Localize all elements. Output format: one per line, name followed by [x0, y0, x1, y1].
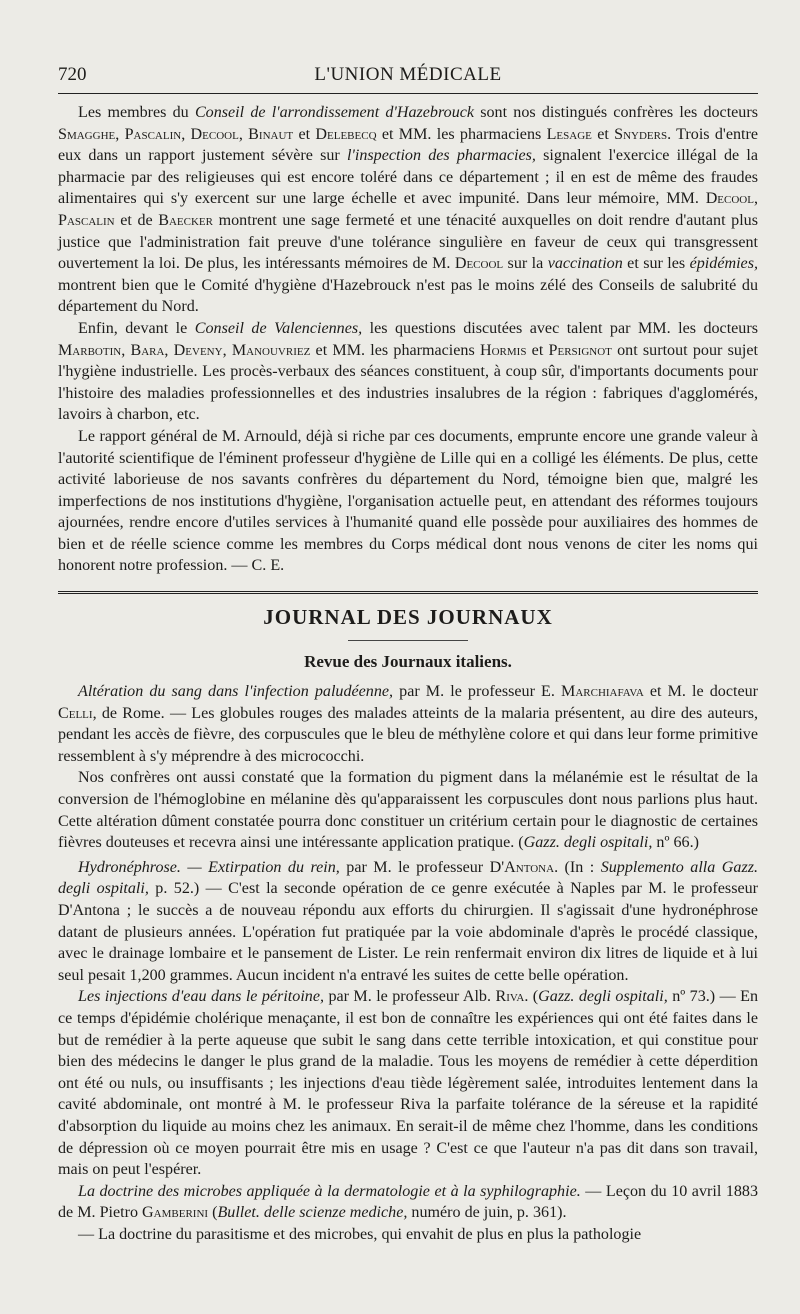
- page-number: 720: [58, 64, 87, 85]
- article-title: Les injections d'eau dans le péritoine,: [78, 988, 324, 1006]
- name: Riva: [495, 988, 525, 1006]
- text: — Leçon du 10 avril 1883 de M. Pietro: [58, 1182, 759, 1222]
- section-divider: [58, 591, 758, 594]
- text: et: [526, 341, 549, 359]
- topic: vaccination: [547, 255, 623, 273]
- text: , de Rome. — Les globules rouges des malades atteints de la malaria présentent, au dire des auteurs, pendant les accès de fièvre, des corpuscules que le bleu de méthylène colore et qui dans leur forme primitive ressemblent à s'y méprendre à des micrococchi.: [58, 704, 758, 765]
- topic: l'inspection des pharmacies,: [346, 147, 536, 165]
- council-name: Conseil de l'arrondissement d'Hazebrouck: [194, 104, 475, 121]
- text: montrent bien que le Comité d'hygiène d'Hazebrouck n'est pas le moins zélé des Conseils de salubrité du département du Nord.: [58, 276, 758, 316]
- text: sont nos distingués confrères les docteurs: [474, 104, 758, 121]
- names: Smagghe, Pascalin, Decool, Binaut: [58, 125, 294, 143]
- paragraph-parasitisme: — La doctrine du parasitisme et des microbes, qui envahit de plus en plus la pathologie: [78, 1225, 642, 1243]
- article-title: La doctrine des microbes appliquée à la dermatologie et à la syphilographie.: [78, 1182, 581, 1200]
- subsection-title: Revue des Journaux italiens.: [304, 652, 512, 672]
- text: numéro de juin, p. 361).: [407, 1204, 567, 1222]
- text: Enfin, devant le: [78, 319, 195, 337]
- text: sur la: [503, 255, 548, 273]
- text: par M. le professeur Alb.: [324, 988, 496, 1006]
- text: signalent l'exercice illégal de la pharmacie par des religieuses qui est encore toléré dans ce département ; il en est de même des fraudes alimentaires qui s'y exercent sur une large échelle et avec impunité. Dans leur mémoire, MM.: [58, 147, 758, 208]
- title-underline: [348, 640, 468, 641]
- paragraph-hazebrouck: [58, 102, 758, 318]
- name: Celli: [58, 704, 93, 722]
- text: et: [591, 125, 615, 143]
- text: montrent une sage fermeté et une ténacité auxquelles on doit rendre d'autant plus justice que l'administration fait preuve d'une tolérance singulière en faveur de ceux qui transgressent ouvertement la loi. De plus, les intéressants mémoires de M.: [58, 211, 758, 273]
- text: . (In :: [554, 858, 601, 876]
- name: Snyders: [614, 125, 668, 143]
- name: Persignot: [548, 341, 612, 359]
- journal-title: L'UNION MÉDICALE: [314, 64, 502, 85]
- text: et MM. les pharmaciens: [310, 341, 480, 359]
- name: Lesage: [546, 125, 592, 143]
- paragraph-melanemie: [58, 767, 758, 853]
- council-name: Conseil de Valenciennes,: [194, 319, 363, 337]
- header-rule: [58, 93, 758, 94]
- topic: épidémies,: [689, 255, 758, 273]
- text: et: [293, 125, 316, 143]
- citation: Supplemento alla Gazz. degli ospitali,: [58, 858, 758, 898]
- text: et MM. les pharmaciens: [376, 125, 547, 143]
- names: Marbotin, Bara, Deveny, Manouvriez: [58, 341, 311, 359]
- section-title: JOURNAL DES JOURNAUX: [263, 605, 553, 630]
- text: et de: [114, 211, 159, 229]
- text: . (: [524, 988, 539, 1006]
- paragraph-doctrine-microbes: [58, 1181, 758, 1224]
- text: . Trois d'entre eux dans un rapport justement sévère sur: [58, 125, 759, 165]
- text: et M. le docteur: [643, 683, 758, 701]
- text: par M. le professeur E.: [393, 683, 562, 701]
- paragraph-injections-eau: [58, 986, 758, 1180]
- citation: Gazz. degli ospitali,: [538, 988, 668, 1006]
- citation: Gazz. degli ospitali,: [523, 834, 653, 852]
- text: ont surtout pour sujet l'hygiène industrielle. Les procès-verbaux des séances constituent, à coup sûr, d'importants documents pour l'histoire des maladies professionnelles et des industries insalubres de la région : fabriques d'agglomérés, lavoirs à charbon, etc.: [58, 341, 758, 424]
- text: et sur les: [622, 255, 690, 273]
- article-title: Hydronéphrose. — Extirpation du rein,: [78, 858, 340, 876]
- text: Les membres du: [78, 104, 195, 121]
- name: Delebecq: [315, 125, 377, 143]
- name: Hormis: [479, 341, 527, 359]
- paragraph-alteration-sang: [58, 681, 758, 767]
- citation: Bullet. delle scienze mediche,: [217, 1204, 408, 1222]
- name: Marchiafava: [561, 683, 644, 701]
- text: Nos confrères ont aussi constaté que la formation du pigment dans la mélanémie est le résultat de la conversion de l'hémoglobine en mélanine dès qu'apparaissent les corpuscules dont nous parlions plus haut. Cette altération dûment constatée pourra donc constituer un critérium certain pour le diagnostic de certaines fièvres douteuses et recevra ainsi une intéressante application pratique. (: [58, 769, 758, 852]
- text: nº 73.) — En ce temps d'épidémie cholérique menaçante, il est bon de connaître les expériences qui ont été faites dans le but de remédier à la perte aqueuse que subit le sang dans cette terrible intoxication, et qui constitue pour bien des médecins le danger le plus grand de la maladie. Tous les moyens de remédier à cette déperdition ont été ou nuls, ou insuffisants ; les injections d'eau tiède légèrement salée, introduites lentement dans la cavité abdominale, ont montré à M. le professeur Riva la parfaite tolérance de la séreuse et la rapidité d'absorption du liquide au moins chez les animaux. En serait-il de même chez l'homme, dans les conditions de dépression où ce moyen pourrait être mis en usage ? C'est ce que l'auteur n'a pas dit dans son travail, mais on peut l'espérer.: [58, 988, 758, 1179]
- text: les questions discutées avec talent par MM. les docteurs: [362, 319, 758, 337]
- running-head: [58, 60, 758, 90]
- name: Baecker: [158, 211, 213, 229]
- article-title: Altération du sang dans l'infection paludéenne,: [78, 683, 394, 701]
- name: Decool: [454, 255, 504, 273]
- paragraph-valenciennes: [58, 318, 758, 426]
- names: Decool, Pascalin: [58, 190, 758, 229]
- paragraph-hydronephrose: [58, 857, 758, 987]
- text: nº 66.): [652, 834, 699, 852]
- name: Gamberini: [142, 1204, 209, 1222]
- text: (: [208, 1204, 218, 1222]
- name: Antona: [504, 858, 555, 876]
- text: p. 52.) — C'est la seconde opération de ce genre exécutée à Naples par M. le professeur D'Antona ; le succès a de nouveau répondu aux efforts du chirurgien. Il s'agissait d'une hydronéphrose datant de plusieurs années. L'opération fut pratiquée par la voie abdominale d'après le procédé classique, avec le drainage lombaire et le pansement de Lister. Le rein renfermait environ dix litres de liquide et à lui seul pesait 1,200 grammes. Aucun incident n'a entravé les suites de cette belle opération.: [58, 880, 759, 984]
- paragraph-rapport-general: Le rapport général de M. Arnould, déjà si riche par ces documents, emprunte encore une grande valeur à l'autorité scientifique de l'éminent professeur d'hygiène de Lille qui en a colligé les éléments. De plus, cette activité laborieuse de nos savants confrères du département du Nord, témoigne bien que, malgré les imperfections de nos institutions d'hygiène, l'organisation actuelle peut, en attendant des réformes toujours ajournées, rendre encore d'utiles services à l'humanité quand elle possède pour auxiliaires des hommes de bien et de réelle science comme les membres du Corps médical dont nous venons de citer les noms qui honorent notre profession. — C. E.: [58, 427, 758, 575]
- text: par M. le professeur D': [339, 858, 505, 876]
